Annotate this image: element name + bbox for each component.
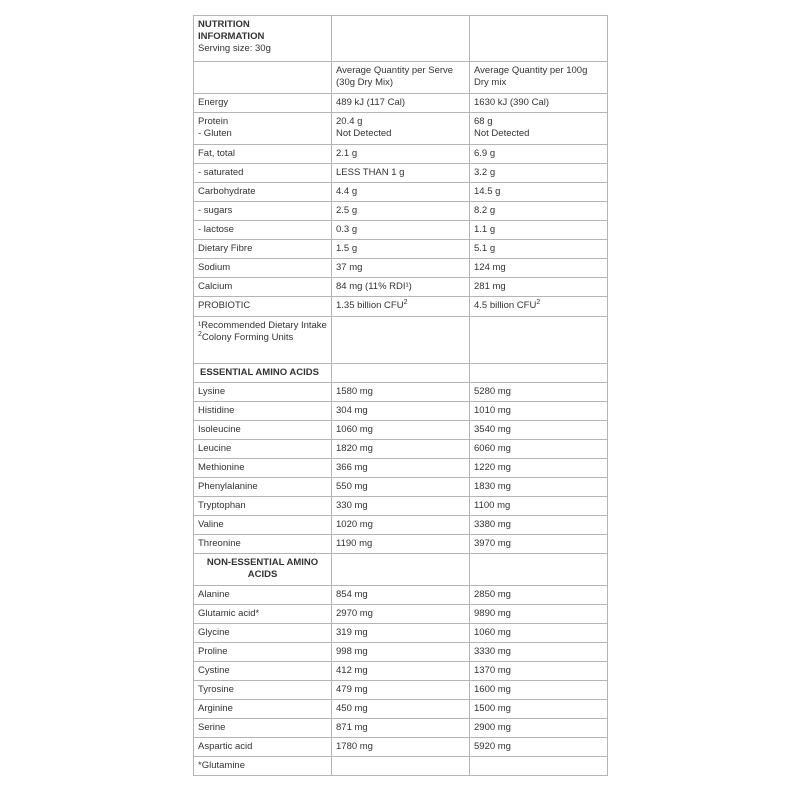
footnote-marker: 2 xyxy=(536,298,541,306)
per100-value xyxy=(470,297,608,317)
nutrient-row xyxy=(194,183,608,202)
per100-value: 1830 mg xyxy=(470,478,608,497)
footnote-cfu xyxy=(198,332,327,344)
serve-value: 550 mg xyxy=(332,478,470,497)
row-label: Calcium xyxy=(194,278,332,297)
row-label: PROBIOTIC xyxy=(194,297,332,317)
serve-value: 319 mg xyxy=(332,624,470,643)
serve-value-text: 1.35 billion CFU xyxy=(336,300,404,311)
footnote-row xyxy=(194,317,608,364)
serve-value xyxy=(332,297,470,317)
nutrient-row xyxy=(194,221,608,240)
row-label: Glycine xyxy=(194,624,332,643)
serve-value: 871 mg xyxy=(332,719,470,738)
per100-value: 2900 mg xyxy=(470,719,608,738)
per100-value: 1010 mg xyxy=(470,402,608,421)
protein-serve: 20.4 g xyxy=(336,116,363,127)
nutrient-row xyxy=(194,421,608,440)
gluten-label: - Gluten xyxy=(198,128,232,139)
serve-value: 4.4 g xyxy=(332,183,470,202)
section-heading-row xyxy=(194,364,608,383)
serve-value: 304 mg xyxy=(332,402,470,421)
row-label: Phenylalanine xyxy=(194,478,332,497)
nutrient-row xyxy=(194,643,608,662)
per100-value-text: 4.5 billion CFU xyxy=(474,300,537,311)
nutrient-row xyxy=(194,516,608,535)
header-title-row xyxy=(194,16,608,62)
col-header-serve: Average Quantity per Serve (30g Dry Mix) xyxy=(332,62,470,94)
row-label: Threonine xyxy=(194,535,332,554)
row-label: - sugars xyxy=(194,202,332,221)
serve-value: 1820 mg xyxy=(332,440,470,459)
row-label: Methionine xyxy=(194,459,332,478)
serving-size: Serving size: 30g xyxy=(198,43,271,54)
section-heading-row xyxy=(194,554,608,586)
per100-value: 1500 mg xyxy=(470,700,608,719)
per100-value: 6060 mg xyxy=(470,440,608,459)
serve-value: 479 mg xyxy=(332,681,470,700)
gluten-per100: Not Detected xyxy=(474,128,530,139)
serve-value: 37 mg xyxy=(332,259,470,278)
row-label: Dietary Fibre xyxy=(194,240,332,259)
per100-value: 3970 mg xyxy=(470,535,608,554)
empty-cell xyxy=(194,62,332,94)
empty-cell xyxy=(332,554,470,586)
serve-value: 1190 mg xyxy=(332,535,470,554)
nutrient-row xyxy=(194,202,608,221)
serve-value: 412 mg xyxy=(332,662,470,681)
serve-value: 2970 mg xyxy=(332,605,470,624)
nutrient-row xyxy=(194,624,608,643)
nonessential-amino-heading: NON-ESSENTIAL AMINO ACIDS xyxy=(194,554,332,586)
row-label: Leucine xyxy=(194,440,332,459)
title-line2: INFORMATION xyxy=(198,31,265,42)
serve-value: 489 kJ (117 Cal) xyxy=(332,94,470,113)
per100-value: 1220 mg xyxy=(470,459,608,478)
serve-value xyxy=(332,113,470,145)
nutrient-row xyxy=(194,497,608,516)
protein-label: Protein xyxy=(198,116,229,127)
serve-value: 366 mg xyxy=(332,459,470,478)
serve-value: 330 mg xyxy=(332,497,470,516)
nutrient-row xyxy=(194,383,608,402)
row-label: Fat, total xyxy=(194,145,332,164)
per100-value: 8.2 g xyxy=(470,202,608,221)
per100-value: 9890 mg xyxy=(470,605,608,624)
glutamine-note: *Glutamine xyxy=(194,757,332,776)
nutrient-row xyxy=(194,278,608,297)
title-cell xyxy=(194,16,332,62)
nutrition-table xyxy=(193,15,608,776)
row-label: Carbohydrate xyxy=(194,183,332,202)
per100-value: 5.1 g xyxy=(470,240,608,259)
empty-cell xyxy=(332,364,470,383)
serve-value: 1060 mg xyxy=(332,421,470,440)
row-label: Aspartic acid xyxy=(194,738,332,757)
per100-value: 14.5 g xyxy=(470,183,608,202)
probiotic-row xyxy=(194,297,608,317)
row-label: Proline xyxy=(194,643,332,662)
nutrient-row xyxy=(194,402,608,421)
per100-value: 6.9 g xyxy=(470,145,608,164)
serve-value: 1780 mg xyxy=(332,738,470,757)
empty-cell xyxy=(332,16,470,62)
serve-value: 2.5 g xyxy=(332,202,470,221)
footnote-cell xyxy=(194,317,332,364)
serve-value: 1580 mg xyxy=(332,383,470,402)
serve-value: 2.1 g xyxy=(332,145,470,164)
empty-cell xyxy=(470,364,608,383)
row-label: Glutamic acid* xyxy=(194,605,332,624)
title-line1: NUTRITION xyxy=(198,19,250,30)
nutrient-row xyxy=(194,662,608,681)
energy-row xyxy=(194,94,608,113)
per100-value: 1060 mg xyxy=(470,624,608,643)
per100-value: 3.2 g xyxy=(470,164,608,183)
nutrient-row xyxy=(194,259,608,278)
serve-value: 854 mg xyxy=(332,586,470,605)
nutrient-row xyxy=(194,164,608,183)
serve-value: 998 mg xyxy=(332,643,470,662)
row-label xyxy=(194,113,332,145)
glutamine-note-row xyxy=(194,757,608,776)
row-label: Lysine xyxy=(194,383,332,402)
row-label: Valine xyxy=(194,516,332,535)
protein-row xyxy=(194,113,608,145)
empty-cell xyxy=(332,317,470,364)
footnote-marker: 2 xyxy=(403,298,408,306)
serve-value: 84 mg (11% RDI¹) xyxy=(332,278,470,297)
nutrient-row xyxy=(194,719,608,738)
footnote-rdi: ¹Recommended Dietary Intake xyxy=(198,320,327,331)
row-label: Energy xyxy=(194,94,332,113)
gluten-serve: Not Detected xyxy=(336,128,392,139)
serve-value: 1020 mg xyxy=(332,516,470,535)
nutrient-row xyxy=(194,586,608,605)
row-label: Alanine xyxy=(194,586,332,605)
empty-cell xyxy=(332,757,470,776)
row-label: - lactose xyxy=(194,221,332,240)
per100-value: 3540 mg xyxy=(470,421,608,440)
nutrient-row xyxy=(194,535,608,554)
col-header-100g: Average Quantity per 100g Dry mix xyxy=(470,62,608,94)
row-label: Cystine xyxy=(194,662,332,681)
row-label: Arginine xyxy=(194,700,332,719)
per100-value xyxy=(470,113,608,145)
per100-value: 5280 mg xyxy=(470,383,608,402)
row-label: Sodium xyxy=(194,259,332,278)
per100-value: 124 mg xyxy=(470,259,608,278)
serve-value: 450 mg xyxy=(332,700,470,719)
footnote-marker: 2 xyxy=(198,330,202,338)
empty-cell xyxy=(470,757,608,776)
per100-value: 1370 mg xyxy=(470,662,608,681)
row-label: Tyrosine xyxy=(194,681,332,700)
per100-value: 1630 kJ (390 Cal) xyxy=(470,94,608,113)
per100-value: 1600 mg xyxy=(470,681,608,700)
row-label: - saturated xyxy=(194,164,332,183)
nutrient-row xyxy=(194,240,608,259)
footnote-cfu-text: Colony Forming Units xyxy=(201,332,294,343)
serve-value: 0.3 g xyxy=(332,221,470,240)
nutrient-row xyxy=(194,738,608,757)
per100-value: 2850 mg xyxy=(470,586,608,605)
row-label: Serine xyxy=(194,719,332,738)
serve-value: LESS THAN 1 g xyxy=(332,164,470,183)
per100-value: 281 mg xyxy=(470,278,608,297)
nutrient-row xyxy=(194,145,608,164)
protein-per100: 68 g xyxy=(474,116,493,127)
per100-value: 3330 mg xyxy=(470,643,608,662)
nutrient-row xyxy=(194,440,608,459)
column-header-row xyxy=(194,62,608,94)
essential-amino-heading: ESSENTIAL AMINO ACIDS xyxy=(194,364,332,383)
nutrient-row xyxy=(194,681,608,700)
row-label: Isoleucine xyxy=(194,421,332,440)
nutrient-row xyxy=(194,459,608,478)
empty-cell xyxy=(470,16,608,62)
per100-value: 1.1 g xyxy=(470,221,608,240)
nutrient-row xyxy=(194,478,608,497)
per100-value: 1100 mg xyxy=(470,497,608,516)
row-label: Tryptophan xyxy=(194,497,332,516)
per100-value: 3380 mg xyxy=(470,516,608,535)
empty-cell xyxy=(470,554,608,586)
row-label: Histidine xyxy=(194,402,332,421)
nutrient-row xyxy=(194,700,608,719)
nutrient-row xyxy=(194,605,608,624)
per100-value: 5920 mg xyxy=(470,738,608,757)
empty-cell xyxy=(470,317,608,364)
serve-value: 1.5 g xyxy=(332,240,470,259)
